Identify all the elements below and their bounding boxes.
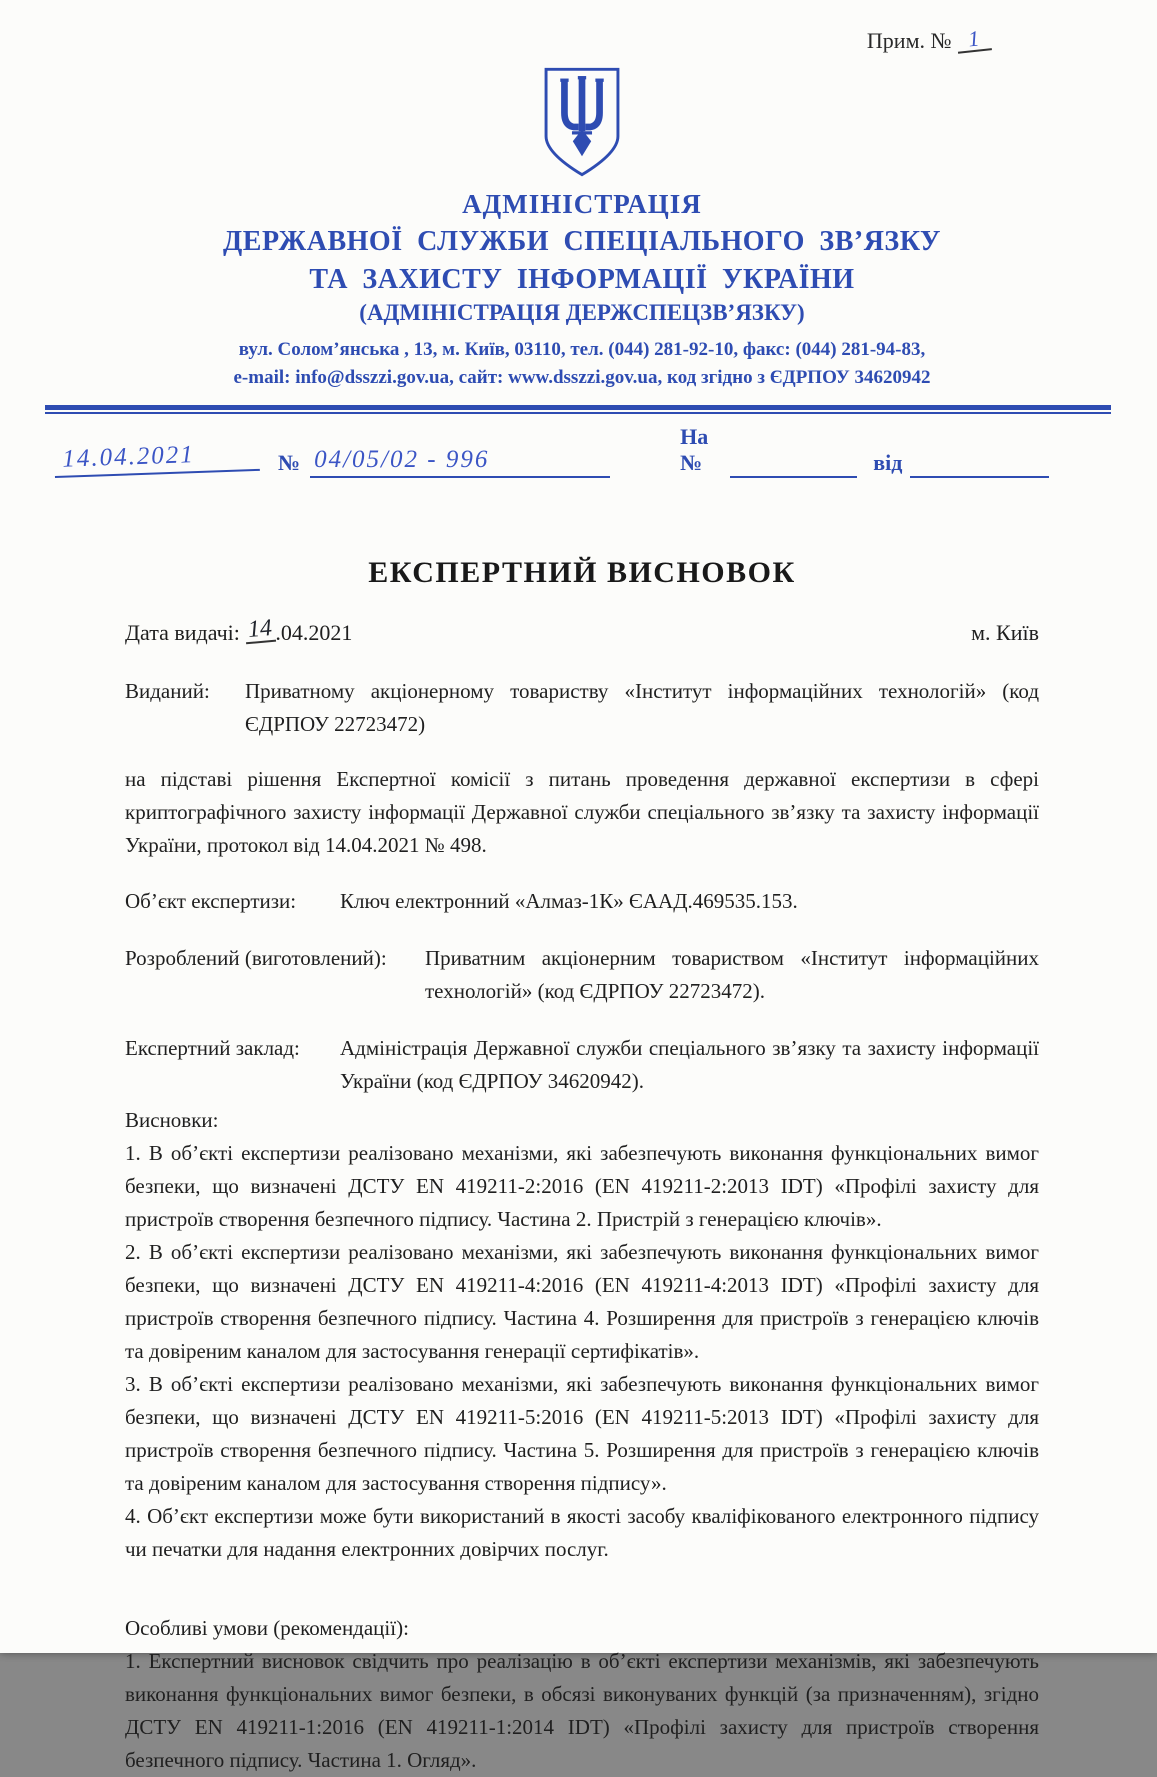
reference-line bbox=[55, 424, 1049, 478]
divider-thick-rule bbox=[45, 405, 1111, 410]
conclusions-heading: Висновки: bbox=[125, 1108, 219, 1133]
letterhead bbox=[125, 189, 1039, 391]
copy-number-label: Прим. № bbox=[866, 28, 952, 53]
issue-date-day-handwritten: 14 bbox=[244, 616, 276, 645]
object-label: Об’єкт експертизи: bbox=[125, 889, 297, 914]
org-address-line: вул. Солом’янська , 13, м. Київ, 03110, тел. (044) 281-92-10, факс: (044) 281-94-83, bbox=[238, 339, 926, 360]
issue-date-rest: .04.2021 bbox=[275, 620, 353, 646]
from-date-blank bbox=[910, 454, 1049, 478]
object-row bbox=[125, 885, 1039, 918]
copy-number-handwritten: 1 bbox=[956, 26, 992, 53]
org-name-line3: ТА ЗАХИСТУ ІНФОРМАЦІЇ УКРАЇНИ bbox=[309, 264, 855, 295]
conclusion-item-3: 3. В об’єкті експертизи реалізовано механізми, які забезпечують виконання функціональних вимог безпеки, що визначені ДСТУ EN 419211-5:2016 (EN 419211-5:2013 IDT) «Профілі захисту для пристроїв створення безпечного підпису. Частина 5. Розширення для пристроїв з генерацією ключів та довіреним каналом для застосування створення підпису». bbox=[125, 1372, 1039, 1495]
issued-to-row bbox=[125, 675, 1039, 741]
outgoing-number-handwritten: 04/05/02 - 996 bbox=[310, 446, 610, 478]
org-name-line2: ДЕРЖАВНОЇ СЛУЖБИ СПЕЦІАЛЬНОГО ЗВ’ЯЗКУ bbox=[223, 226, 941, 257]
copy-number-line bbox=[125, 25, 991, 54]
issue-date-row bbox=[125, 616, 1039, 651]
divider-thin-rule bbox=[45, 412, 1111, 414]
from-label: від bbox=[873, 450, 903, 476]
conclusion-item-1: 1. В об’єкті експертизи реалізовано механізми, які забезпечують виконання функціональних вимог безпеки, що визначені ДСТУ EN 419211-2:2016 (EN 419211-2:2013 IDT) «Профілі захисту для пристроїв створення безпечного підпису. Частина 2. Пристрій з генерацією ключів». bbox=[125, 1141, 1039, 1232]
object-value: Ключ електронний «Алмаз-1К» ЄААД.469535.153. bbox=[340, 889, 798, 914]
issued-to-value: Приватному акціонерному товариству «Інститут інформаційних технологій» (код ЄДРПОУ 22723472) bbox=[245, 678, 1039, 736]
special-condition-item-1: 1. Експертний висновок свідчить про реалізацію в об’єкті експертизи механізмів, які забезпечують виконання функціональних вимог безпеки, в обсязі виконуваних функцій (за призначенням), згідно ДСТУ EN 419211-1:2016 (EN 419211-1:2014 IDT) «Профілі захисту для пристроїв створення безпечного підпису. Частина 1. Огляд». bbox=[125, 1648, 1039, 1772]
city-label: м. Київ bbox=[971, 620, 1039, 646]
special-conditions-section bbox=[125, 1612, 1039, 1777]
org-name-line1: АДМІНІСТРАЦІЯ bbox=[462, 189, 702, 219]
ukraine-trident-icon bbox=[540, 66, 624, 183]
developer-value: Приватним акціонерним товариством «Інститут інформаційних технологій» (код ЄДРПОУ 22723472). bbox=[425, 946, 1039, 1004]
expert-org-label: Експертний заклад: bbox=[125, 1036, 300, 1061]
org-short-name: (АДМІНІСТРАЦІЯ ДЕРЖСПЕЦЗВ’ЯЗКУ) bbox=[359, 300, 805, 325]
number-sign-label: № bbox=[278, 450, 301, 476]
basis-paragraph: на підставі рішення Експертної комісії з питань проведення державної експертизи в сфері криптографічного захисту інформації Державної служби спеціального зв’язку та захисту інформації України, протокол від 14.04.2021 № 498. bbox=[125, 766, 1039, 857]
developer-row bbox=[125, 942, 1039, 1008]
incoming-number-blank bbox=[730, 454, 857, 478]
outgoing-date-handwritten: 14.04.2021 bbox=[54, 439, 260, 478]
expert-org-row bbox=[125, 1032, 1039, 1098]
org-email-site-line: e-mail: info@dsszzi.gov.ua, сайт: www.dsszzi.gov.ua, код згідно з ЄДРПОУ 34620942 bbox=[233, 366, 931, 388]
issue-date-label: Дата видачі: bbox=[125, 620, 240, 646]
issued-to-label: Виданий: bbox=[125, 678, 210, 703]
emblem-container bbox=[125, 66, 1039, 183]
expert-org-value: Адміністрація Державної служби спеціального зв’язку та захисту інформації України (код ЄДРПОУ 34620942). bbox=[340, 1036, 1039, 1094]
conclusion-item-4: 4. Об’єкт експертизи може бути використаний в якості засобу кваліфікованого електронного підпису чи печатки для надання електронних довірчих послуг. bbox=[125, 1503, 1039, 1561]
conclusion-item-2: 2. В об’єкті експертизи реалізовано механізми, які забезпечують виконання функціональних вимог безпеки, що визначені ДСТУ EN 419211-4:2016 (EN 419211-4:2013 IDT) «Профілі захисту для пристроїв створення безпечного підпису. Частина 4. Розширення для пристроїв з генерацією ключів та довіреним каналом для застосування генерації сертифікатів». bbox=[125, 1240, 1039, 1364]
special-conditions-heading: Особливі умови (рекомендації): bbox=[125, 1615, 409, 1640]
letterhead-divider bbox=[45, 405, 1111, 414]
incoming-number-label: На № bbox=[680, 424, 709, 476]
document-body bbox=[125, 616, 1039, 1777]
org-contact-block bbox=[125, 336, 1039, 391]
document-title: ЕКСПЕРТНИЙ ВИСНОВОК bbox=[368, 556, 796, 590]
issue-date bbox=[125, 616, 352, 651]
conclusions-list bbox=[125, 1137, 1039, 1566]
developer-label: Розроблений (виготовлений): bbox=[125, 946, 387, 971]
